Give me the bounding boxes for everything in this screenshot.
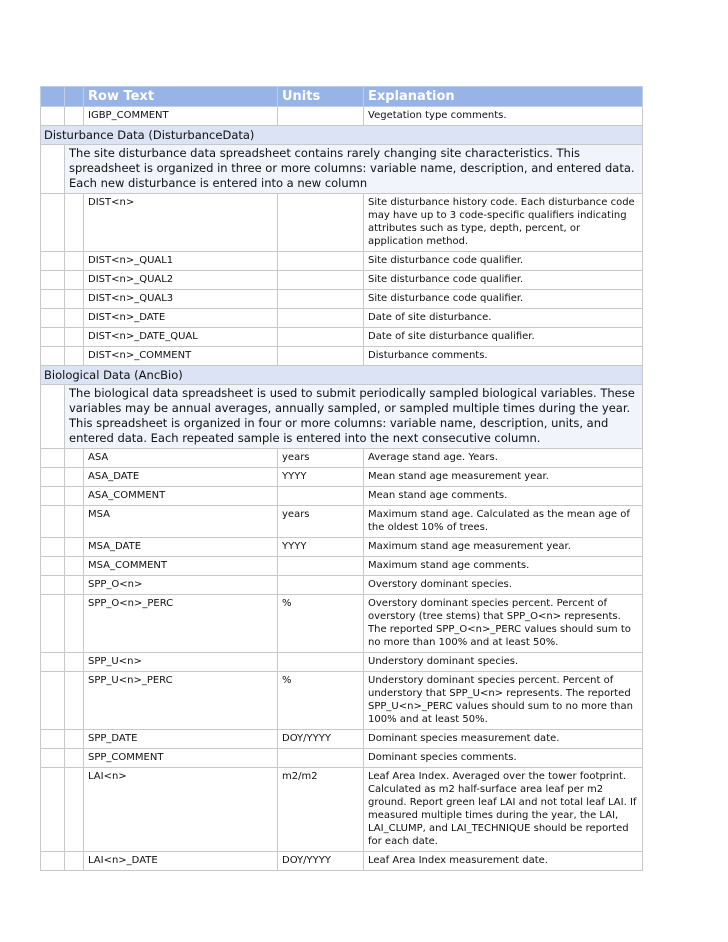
variable-name: DIST<n>_DATE — [84, 309, 278, 328]
section-intro-row — [41, 145, 643, 194]
table-row — [41, 672, 643, 730]
variable-name: DIST<n> — [84, 194, 278, 252]
header-explanation: Explanation — [364, 87, 643, 107]
variable-explanation: Understory dominant species percent. Percent of understory that SPP_U<n> represents. The reported SPP_U<n>_PERC values should sum to no more than 100% and at least 50%. — [364, 672, 643, 730]
variable-explanation: Dominant species comments. — [364, 749, 643, 768]
variable-name: ASA — [84, 449, 278, 468]
table-row — [41, 730, 643, 749]
variable-units — [278, 487, 364, 506]
variable-units — [278, 290, 364, 309]
variable-units: DOY/YYYY — [278, 730, 364, 749]
variable-name: DIST<n>_DATE_QUAL — [84, 328, 278, 347]
variable-units — [278, 107, 364, 126]
variable-name: MSA — [84, 506, 278, 538]
section-intro-row — [41, 385, 643, 449]
table-row — [41, 576, 643, 595]
variable-units — [278, 309, 364, 328]
variable-name: DIST<n>_QUAL1 — [84, 252, 278, 271]
variable-units: YYYY — [278, 468, 364, 487]
variable-explanation: Site disturbance code qualifier. — [364, 290, 643, 309]
table-row — [41, 328, 643, 347]
variable-explanation: Disturbance comments. — [364, 347, 643, 366]
variable-name: SPP_COMMENT — [84, 749, 278, 768]
variable-explanation: Understory dominant species. — [364, 653, 643, 672]
variable-name: SPP_O<n> — [84, 576, 278, 595]
variable-explanation: Site disturbance code qualifier. — [364, 252, 643, 271]
variable-units — [278, 252, 364, 271]
variable-explanation: Site disturbance code qualifier. — [364, 271, 643, 290]
variable-explanation: Overstory dominant species percent. Percent of overstory (tree stems) that SPP_O<n> represents. The reported SPP_O<n>_PERC values should sum to no more than 100% and at least 50%. — [364, 595, 643, 653]
table-row — [41, 538, 643, 557]
variable-units: years — [278, 449, 364, 468]
variable-units — [278, 328, 364, 347]
variable-units — [278, 557, 364, 576]
variable-table — [40, 86, 643, 871]
variable-name: SPP_DATE — [84, 730, 278, 749]
section-title-row — [41, 126, 643, 145]
table-row — [41, 557, 643, 576]
header-row-text: Row Text — [84, 87, 278, 107]
variable-explanation: Dominant species measurement date. — [364, 730, 643, 749]
table-row — [41, 653, 643, 672]
section-title: Disturbance Data (DisturbanceData) — [41, 126, 643, 145]
table-row — [41, 506, 643, 538]
variable-name: MSA_DATE — [84, 538, 278, 557]
variable-explanation: Mean stand age comments. — [364, 487, 643, 506]
table-header-row — [41, 87, 643, 107]
section-intro: The site disturbance data spreadsheet contains rarely changing site characteristics. This spreadsheet is organized in three or more columns: variable name, description, and entered data. Each new disturbance is entered into a new column — [65, 145, 643, 194]
variable-explanation: Vegetation type comments. — [364, 107, 643, 126]
table-row — [41, 852, 643, 871]
variable-units: m2/m2 — [278, 768, 364, 852]
variable-units: YYYY — [278, 538, 364, 557]
variable-name: DIST<n>_QUAL2 — [84, 271, 278, 290]
table-row — [41, 468, 643, 487]
table-row — [41, 449, 643, 468]
variable-name: LAI<n> — [84, 768, 278, 852]
table-row — [41, 252, 643, 271]
table-row — [41, 271, 643, 290]
variable-explanation: Date of site disturbance qualifier. — [364, 328, 643, 347]
variable-name: SPP_O<n>_PERC — [84, 595, 278, 653]
variable-explanation: Average stand age. Years. — [364, 449, 643, 468]
variable-explanation: Maximum stand age comments. — [364, 557, 643, 576]
variable-name: DIST<n>_QUAL3 — [84, 290, 278, 309]
table-row — [41, 309, 643, 328]
variable-name: SPP_U<n> — [84, 653, 278, 672]
table-row — [41, 107, 643, 126]
variable-explanation: Overstory dominant species. — [364, 576, 643, 595]
table-row — [41, 768, 643, 852]
variable-explanation: Date of site disturbance. — [364, 309, 643, 328]
table-row — [41, 749, 643, 768]
section-intro: The biological data spreadsheet is used to submit periodically sampled biological variables. These variables may be annual averages, annually sampled, or sampled multiple times during the year. This spreadsheet is organized in four or more columns: variable name, description, units, and entered data. Each repeated sample is entered into the next consecutive column. — [65, 385, 643, 449]
table-row — [41, 347, 643, 366]
variable-units: % — [278, 672, 364, 730]
variable-name: ASA_DATE — [84, 468, 278, 487]
table-row — [41, 595, 643, 653]
variable-units — [278, 347, 364, 366]
section-title-row — [41, 366, 643, 385]
table-row — [41, 194, 643, 252]
variable-units: DOY/YYYY — [278, 852, 364, 871]
variable-name: MSA_COMMENT — [84, 557, 278, 576]
variable-name: DIST<n>_COMMENT — [84, 347, 278, 366]
variable-units — [278, 653, 364, 672]
table-row — [41, 487, 643, 506]
variable-units — [278, 194, 364, 252]
variable-table-page — [40, 86, 642, 871]
variable-name: SPP_U<n>_PERC — [84, 672, 278, 730]
section-title: Biological Data (AncBio) — [41, 366, 643, 385]
variable-name: LAI<n>_DATE — [84, 852, 278, 871]
variable-units: % — [278, 595, 364, 653]
table-row — [41, 290, 643, 309]
variable-name: ASA_COMMENT — [84, 487, 278, 506]
variable-explanation: Site disturbance history code. Each disturbance code may have up to 3 code-specific qualifiers indicating attributes such as type, depth, percent, or application method. — [364, 194, 643, 252]
variable-units — [278, 749, 364, 768]
header-units: Units — [278, 87, 364, 107]
variable-units — [278, 271, 364, 290]
variable-name: IGBP_COMMENT — [84, 107, 278, 126]
variable-units — [278, 576, 364, 595]
variable-explanation: Mean stand age measurement year. — [364, 468, 643, 487]
variable-explanation: Maximum stand age. Calculated as the mean age of the oldest 10% of trees. — [364, 506, 643, 538]
variable-explanation: Maximum stand age measurement year. — [364, 538, 643, 557]
variable-explanation: Leaf Area Index measurement date. — [364, 852, 643, 871]
variable-units: years — [278, 506, 364, 538]
variable-explanation: Leaf Area Index. Averaged over the tower footprint. Calculated as m2 half-surface area leaf per m2 ground. Report green leaf LAI and not total leaf LAI. If measured multiple times during the year, the LAI, LAI_CLUMP, and LAI_TECHNIQUE should be reported for each date. — [364, 768, 643, 852]
